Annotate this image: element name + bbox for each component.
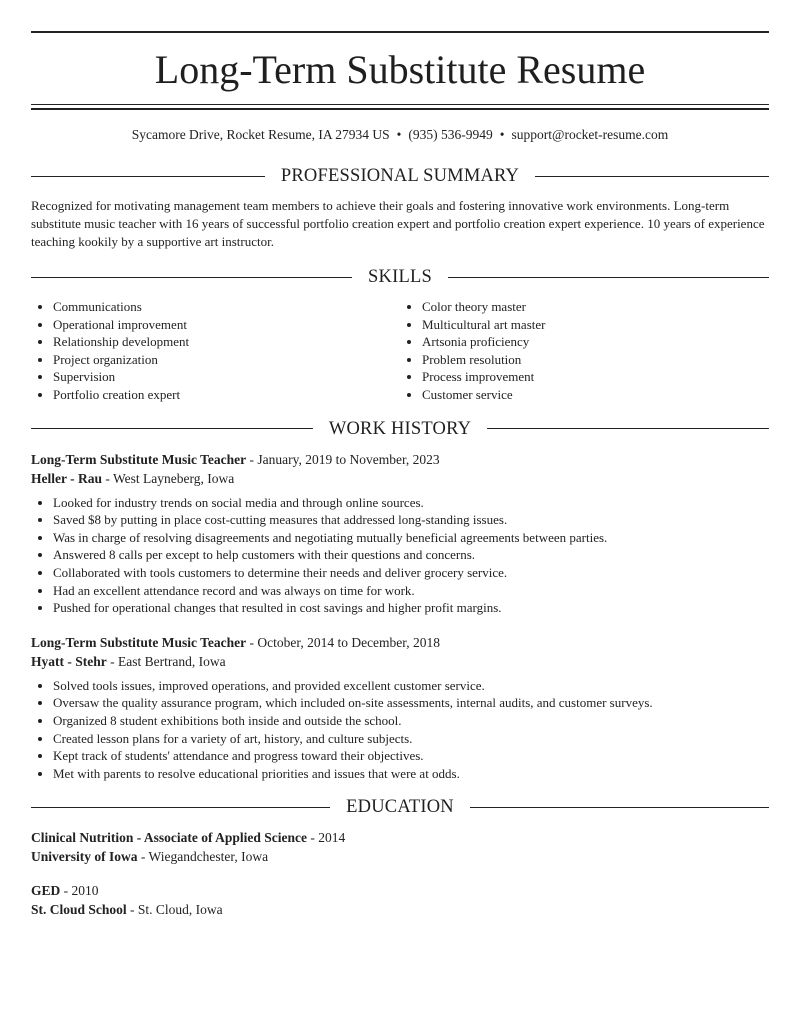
section-rule: [31, 277, 352, 278]
contact-separator: •: [396, 127, 402, 142]
skill-item: • Project organization: [53, 351, 400, 369]
contact-line: [31, 126, 769, 144]
education-school-line: [31, 900, 769, 919]
work-heading: WORK HISTORY: [328, 418, 472, 439]
education-entry: [31, 881, 769, 919]
job-location: - West Layneberg, Iowa: [102, 470, 235, 486]
skill-item: • Problem resolution: [422, 351, 769, 369]
section-rule: [470, 807, 769, 808]
job-dates: - January, 2019 to November, 2023: [246, 451, 440, 467]
job-title-line: [31, 450, 769, 469]
skill-item: • Color theory master: [422, 298, 769, 316]
job-bullet: • Saved $8 by putting in place cost-cutting measures that addressed long-standing issues.: [53, 511, 769, 529]
education-heading: EDUCATION: [346, 797, 454, 818]
skills-section-header: [31, 265, 769, 289]
job-bullet: • Met with parents to resolve educational priorities and issues that were at odds.: [53, 765, 769, 783]
job-bullet: • Collaborated with tools customers to determine their needs and deliver grocery service.: [53, 564, 769, 582]
resume-page: [31, 0, 769, 919]
job-bullet: • Organized 8 student exhibitions both inside and outside the school.: [53, 712, 769, 730]
education-school-line: [31, 847, 769, 866]
job-employer: Heller - Rau: [31, 470, 102, 486]
skills-columns: [31, 298, 769, 404]
job-bullet: • Oversaw the quality assurance program, which included on-site assessments, internal audits, and customer surveys.: [53, 694, 769, 712]
job-location: - East Bertrand, Iowa: [106, 653, 226, 669]
skill-item: • Artsonia proficiency: [422, 333, 769, 351]
skill-item: • Operational improvement: [53, 316, 400, 334]
contact-phone: (935) 536-9949: [408, 127, 493, 142]
job-employer: Hyatt - Stehr: [31, 653, 107, 669]
work-section-header: [31, 417, 769, 441]
education-year: - 2010: [60, 883, 99, 899]
skill-item: • Supervision: [53, 368, 400, 386]
job-bullet: • Answered 8 calls per except to help customers with their questions and concerns.: [53, 546, 769, 564]
contact-address: Sycamore Drive, Rocket Resume, IA 27934 US: [131, 127, 390, 142]
section-rule: [448, 277, 769, 278]
section-rule: [31, 807, 330, 808]
job-dates: - October, 2014 to December, 2018: [246, 634, 440, 650]
skills-list-right: [400, 298, 769, 404]
contact-separator: •: [499, 127, 505, 142]
education-entry: [31, 828, 769, 866]
job-employer-line: [31, 652, 769, 671]
education-year: - 2014: [307, 830, 346, 846]
summary-text: Recognized for motivating management team members to achieve their goals and fostering innovative work environments. Long-term substitute music teacher with 16 years of successful portfolio creation expert and portfolio creation expert experience. 10 years of experience teaching kookily by a supportive art instructor.: [31, 198, 765, 249]
job-title: Long-Term Substitute Music Teacher: [31, 451, 247, 467]
education-school: St. Cloud School: [31, 902, 127, 918]
education-degree: GED: [31, 883, 61, 899]
job-bullet: • Solved tools issues, improved operations, and provided excellent customer service.: [53, 677, 769, 695]
skill-item: • Process improvement: [422, 368, 769, 386]
section-rule: [31, 176, 265, 177]
job-bullets: [31, 494, 769, 617]
skill-item: • Customer service: [422, 386, 769, 404]
education-location: - St. Cloud, Iowa: [126, 902, 223, 918]
section-rule: [535, 176, 769, 177]
job-bullets: [31, 677, 769, 783]
job-bullet: • Kept track of students' attendance and progress toward their objectives.: [53, 747, 769, 765]
contact-email: support@rocket-resume.com: [511, 127, 669, 142]
job-bullet: • Created lesson plans for a variety of art, history, and culture subjects.: [53, 730, 769, 748]
skill-item: • Relationship development: [53, 333, 400, 351]
skill-item: • Multicultural art master: [422, 316, 769, 334]
top-rule: [31, 31, 769, 33]
job-bullet: • Had an excellent attendance record and was always on time for work.: [53, 582, 769, 600]
skills-list-left: [31, 298, 400, 404]
title-double-rule: [31, 104, 769, 110]
job-entry: [31, 633, 769, 783]
education-section-header: [31, 795, 769, 819]
skill-item: • Communications: [53, 298, 400, 316]
summary-section-header: [31, 164, 769, 188]
summary-heading: PROFESSIONAL SUMMARY: [280, 166, 520, 186]
education-location: - Wiegandchester, Iowa: [137, 849, 269, 865]
section-rule: [487, 428, 769, 429]
job-title: Long-Term Substitute Music Teacher: [31, 634, 247, 650]
skill-item: • Portfolio creation expert: [53, 386, 400, 404]
job-entry: [31, 450, 769, 617]
education-degree-line: [31, 881, 769, 900]
education-degree: Clinical Nutrition - Associate of Applied Science: [31, 830, 307, 846]
resume-title: Long-Term Substitute Resume: [154, 47, 646, 92]
section-rule: [31, 428, 313, 429]
job-bullet: • Pushed for operational changes that resulted in cost savings and higher profit margins.: [53, 599, 769, 617]
job-title-line: [31, 633, 769, 652]
job-bullet: • Was in charge of resolving disagreements and negotiating mutually beneficial agreements between parties.: [53, 529, 769, 547]
job-employer-line: [31, 469, 769, 488]
education-school: University of Iowa: [31, 849, 138, 865]
job-bullet: • Looked for industry trends on social media and through online sources.: [53, 494, 769, 512]
education-degree-line: [31, 828, 769, 847]
skills-heading: SKILLS: [368, 267, 432, 287]
